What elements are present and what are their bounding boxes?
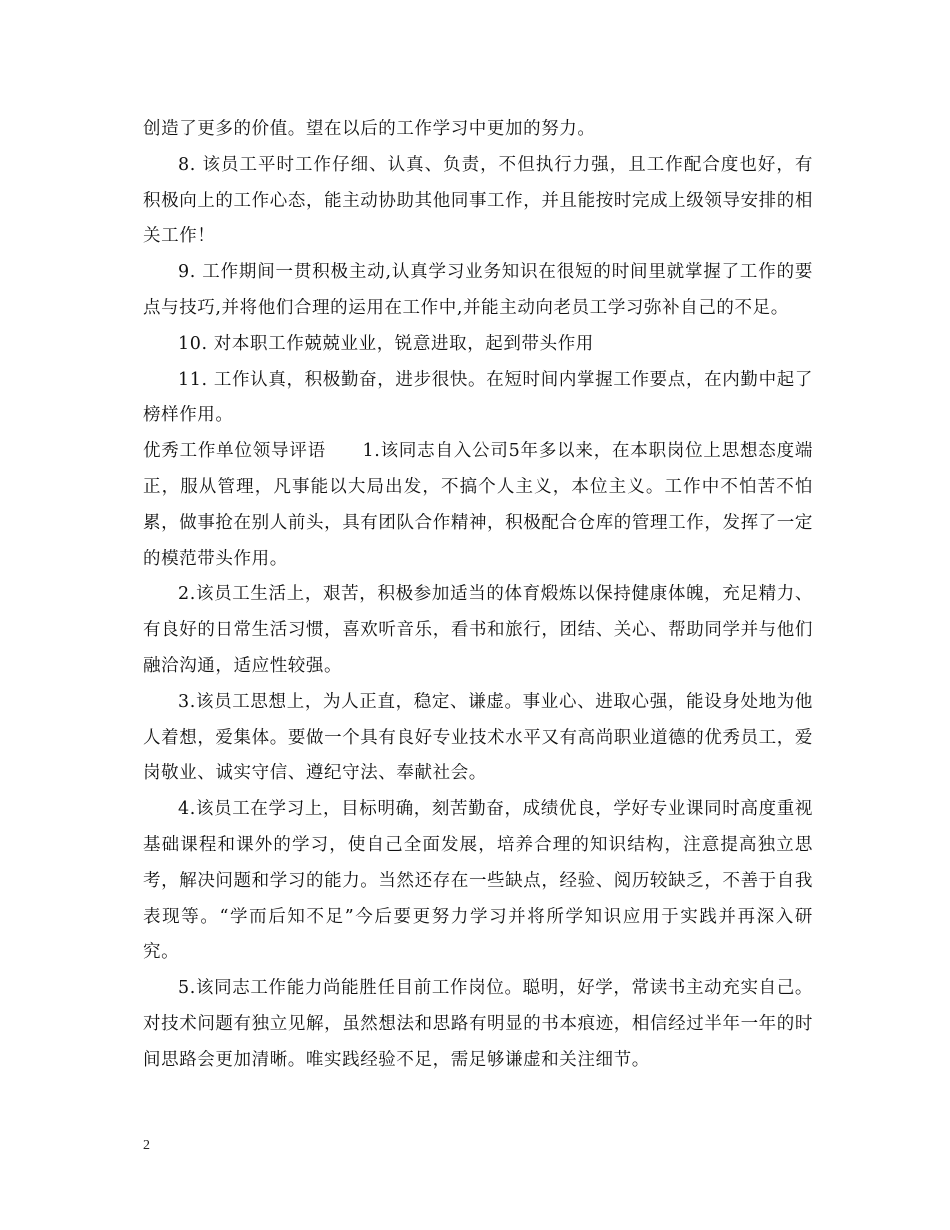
- paragraph-2: 8. 该员工平时工作仔细、认真、负责，不但执行力强，且工作配合度也好，有积极向上的工作心态，能主动协助其他同事工作，并且能按时完成上级领导安排的相关工作！: [143, 154, 813, 247]
- paragraph-5: 11. 工作认真，积极勤奋，进步很快。在短时间内掌握工作要点，在内勤中起了榜样作用。: [143, 369, 813, 426]
- paragraph-1: 创造了更多的价值。望在以后的工作学习中更加的努力。: [143, 119, 596, 139]
- paragraph-4: 10. 对本职工作兢兢业业，锐意进取，起到带头作用: [178, 333, 594, 354]
- paragraph-8: 3.该员工思想上，为人正直，稳定、谦虚。事业心、进取心强，能设身处地为他人着想，爱集体。要做一个具有良好专业技术水平又有高尚职业道德的优秀员工，爱岗敬业、诚实守信、遵纪守法、奉献社会。: [143, 691, 813, 784]
- paragraph-7: 2.该员工生活上，艰苦，积极参加适当的体育煅炼以保持健康体魄，充足精力、有良好的日常生活习惯，喜欢听音乐，看书和旅行，团结、关心、帮助同学并与他们融洽沟通，适应性较强。: [143, 584, 813, 676]
- paragraph-10: 5.该同志工作能力尚能胜任目前工作岗位。聪明，好学，常读书主动充实自己。对技术问题有独立见解，虽然想法和思路有明显的书本痕迹，相信经过半年一年的时间思路会更加清晰。唯实践经验不足，需足够谦虚和关注细节。: [143, 978, 813, 1070]
- paragraph-9: 4.该员工在学习上，目标明确，刻苦勤奋，成绩优良，学好专业课同时高度重视基础课程和课外的学习，使自己全面发展，培养合理的知识结构，注意提高独立思考，解决问题和学习的能力。当然还存在一些缺点，经验、阅历较缺乏，不善于自我表现等。“学而后知不足”今后要更努力学习并将所学知识应用于实践并再深入研究。: [143, 799, 813, 963]
- document-body: [143, 112, 813, 1079]
- paragraph-6: 优秀工作单位领导评语 1.该同志自入公司5年多以来，在本职岗位上思想态度端正，服从管理，凡事能以大局出发，不搞个人主义，本位主义。工作中不怕苦不怕累，做事抢在别人前头，具有团队合作精神，积极配合仓库的管理工作，发挥了一定的模范带头作用。: [143, 441, 813, 569]
- paragraph-3: 9. 工作期间一贯积极主动,认真学习业务知识在很短的时间里就掌握了工作的要点与技巧,并将他们合理的运用在工作中,并能主动向老员工学习弥补自己的不足。: [143, 262, 813, 318]
- page-number: 2: [143, 1138, 150, 1153]
